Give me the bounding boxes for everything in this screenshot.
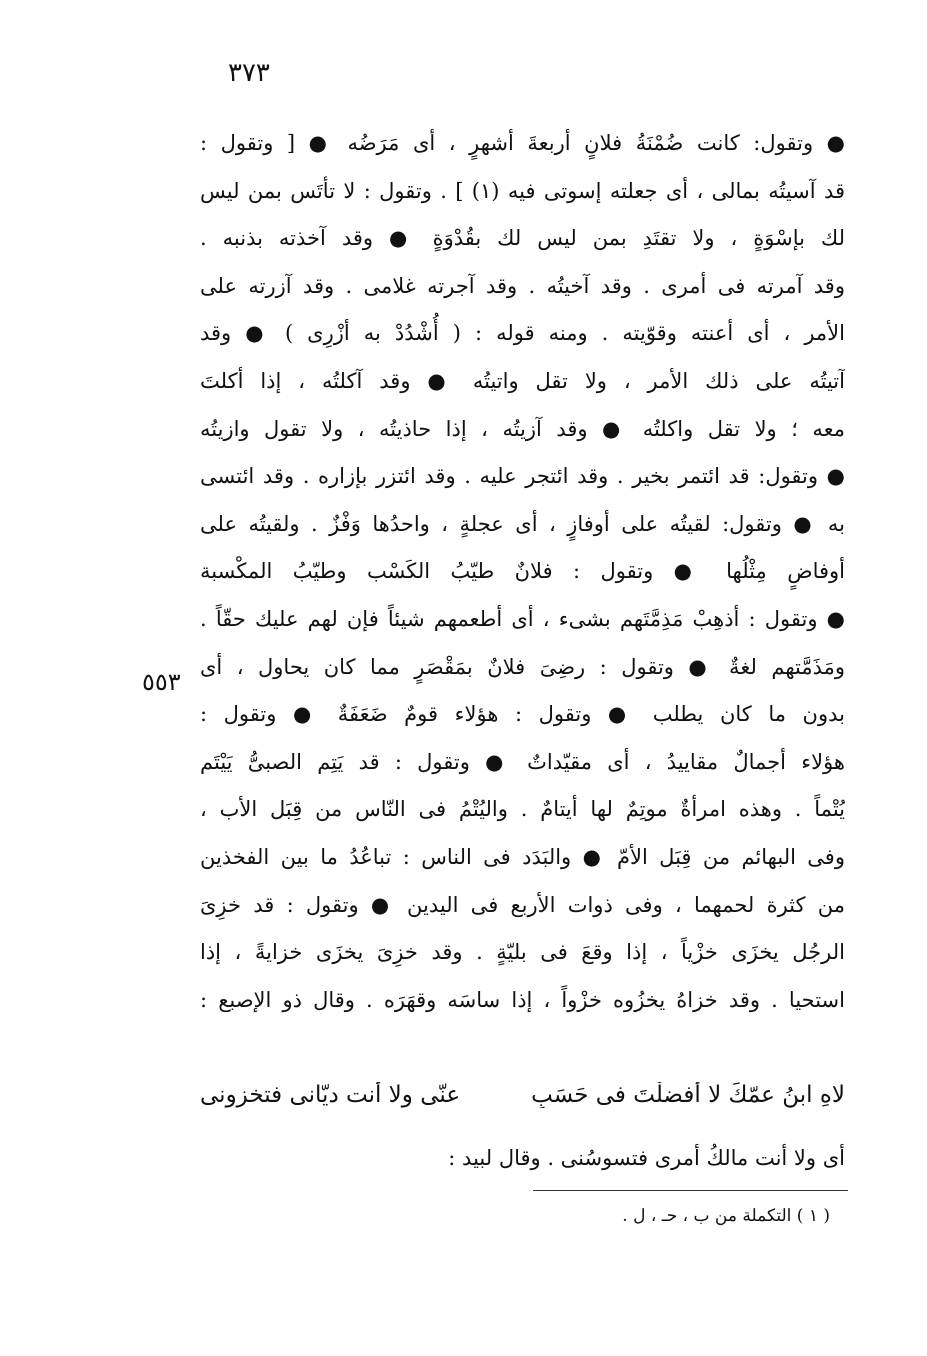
verse-hemistich-left: عنّى ولا أنت ديّانى فتخزونى xyxy=(200,1082,461,1108)
text-line: هؤلاء أجمالٌ مقاييدُ ، أى مقيّداتٌ ● وتقول : قد يَتِم الصبىُّ يَيْتَم xyxy=(200,749,845,774)
text-line: وقد آمرته فى أمرى . وقد آخيتُه . وقد آجرته غلامى . وقد آزرته على xyxy=(200,273,845,298)
poetry-verse xyxy=(200,1082,845,1108)
text-line: معه ؛ ولا تقل واكلتُه ● وقد آزيتُه ، إذا حاذيتُه ، ولا تقول وازيتُه xyxy=(200,416,845,441)
text-line: ● وتقول: كانت ضُمْنَةُ فلانٍ أربعةَ أشهرٍ ، أى مَرَضُه ● [ وتقول : xyxy=(200,131,845,155)
text-line: الأمر ، أى أعنته وقوّيته . ومنه قوله : ( أُشْدُدْ به أزْرِى ) ● وقد xyxy=(200,321,845,346)
text-line: بدون ما كان يطلب ● وتقول : هؤلاء قومٌ ضَعَفَةٌ ● وتقول : xyxy=(200,702,845,727)
body-text xyxy=(200,120,845,1024)
text-line: لك بإسْوَةٍ ، ولا تقتَدِ بمن ليس لك بقُدْوَةٍ ● وقد آخذته بذنبه . xyxy=(200,226,845,251)
footnote-divider xyxy=(533,1190,848,1191)
text-line: ومَذَمَّتهم لغةٌ ● وتقول : رضِىَ فلانٌ بمَقْصَرٍ مما كان يحاول ، أى xyxy=(200,654,845,679)
text-line: أوفاضٍ مِثْلُها ● وتقول : فلانٌ طيّبُ الكَسْب وطيّبُ المكْسبة xyxy=(200,559,845,584)
text-line: ● وتقول: قد ائتمر بخير . وقد ائتجر عليه . وقد ائتزر بإزاره . وقد ائتسى xyxy=(200,464,845,489)
text-line: يُتْماً . وهذه امرأةٌ موتِمٌ لها أيتامٌ . واليُتْمُ فى النّاس من قِبَل الأب ، xyxy=(200,797,845,822)
text-line: وفى البهائم من قِبَل الأمّ ● والبَدَد فى الناس : تباعُدُ ما بين الفخذين xyxy=(200,844,845,869)
text-line: استحيا . وقد خزاهُ يخزُوه خزْواً ، إذا ساسَه وقهَرَه . وقال ذو الإصبع : xyxy=(200,987,845,1012)
text-line: به ● وتقول: لقيتُه على أوفازٍ ، أى عجلةٍ ، واحدُها وَفْزٌ . ولقيتُه على xyxy=(200,511,845,536)
text-line: آتيتُه على ذلك الأمر ، ولا تقل واتيتُه ● وقد آكلتُه ، إذا أكلتَ xyxy=(200,368,845,393)
margin-number: ٥٥٣ xyxy=(142,668,181,696)
page-number: ٣٧٣ xyxy=(228,58,270,88)
text-line: من كثرة لحمهما ، وفى ذوات الأربع فى اليدين ● وتقول : قد خزِىَ xyxy=(200,892,845,917)
text-line: الرجُل يخزَى خزْياً ، إذا وقعَ فى بليّةٍ . وقد خزِىَ يخزَى خزايةً ، إذا xyxy=(200,940,845,965)
text-line-after-verse: أى ولا أنت مالكُ أمرى فتسوسُنى . وقال لبيد : xyxy=(448,1146,845,1170)
footnote: ( ١ ) التكملة من ب ، حـ ، ل . xyxy=(622,1206,830,1226)
text-line: قد آسيتُه بمالى ، أى جعلته إسوتى فيه (١) ] . وتقول : لا تأتَس بمن ليس xyxy=(200,178,845,203)
text-line: ● وتقول : أذهِبْ مَذِمَّتَهم بشىء ، أى أطعمهم شيئاً فإن لهم عليك حقّاً . xyxy=(200,606,845,631)
verse-hemistich-right: لاهِ ابنُ عمّكَ لا أفضلْتَ فى حَسَبٍ xyxy=(531,1082,845,1108)
